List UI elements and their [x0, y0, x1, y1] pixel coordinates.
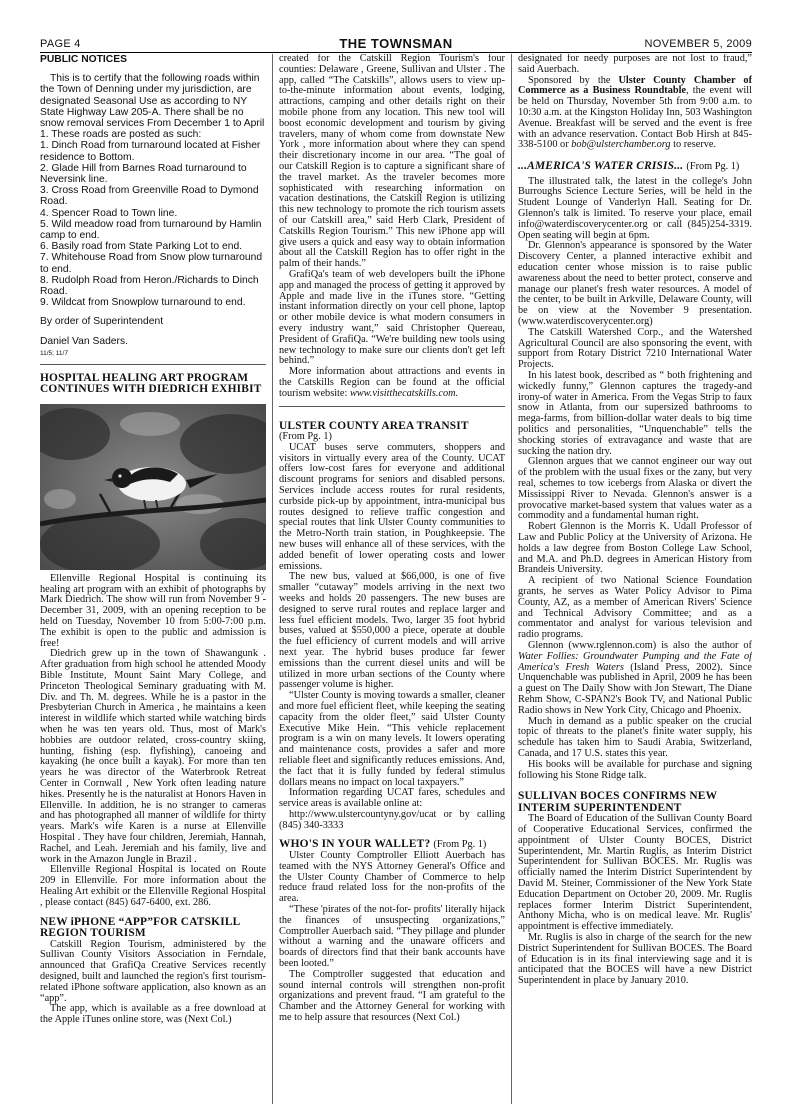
article-paragraph: “Ulster County is moving towards a smaller, cleaner and more fuel efficient fleet, while keeping the seating capacity from the older fleet,” said Ulster County Executive Mike Hein. “This vehicle replacement program is a win on many levels. It lowers operating and maintenance costs, provides a safer and more reliable fleet and significantly reduces emissions. And, the fact that it is fully funded by federal stimulus dollars means no impact on local taxpayers.” — [279, 690, 505, 788]
book-title: Water Follies: Groundwater Pumping and the Fate of America's Fresh Waters — [518, 650, 752, 673]
article-paragraph: Much in demand as a public speaker on the crucial topic of threats to the planet's finite water supply, his schedule has taken him to Saudi Arabia, Switzerland, Canada, and 17 U.S. states this year. — [518, 715, 752, 759]
article-paragraph: The Catskill Watershed Corp., and the Watershed Agricultural Council are also sponsoring the event, with support from Rotary District 7210 International Water Projects. — [518, 326, 752, 371]
from-page-note: (From Pg. 1) — [686, 161, 740, 173]
article-paragraph: Mr. Ruglis is also in charge of the search for the new District Superintendent for Sullivan BOCES. The Board of Education is in its final interviewing sage and it is anticipated that the BOCES will have a new District Superintendent in place by January 2010. — [518, 932, 752, 987]
author-text: Glennon (www.rglennon.com) is also the author of — [528, 639, 752, 651]
article-paragraph: In his latest book, described as “ both frightening and wickedly funny,” Glennon captures the tragedy-and irony-of water in America. From the Vegas Strip to faux snow in Atlanta, from our supersized bathrooms to mega-farms, from billion-dollar water deals to big time politics and personalities, “Unquenchable” tells the shocking stories of extravagance and waste that are sucking the nation dry. — [518, 370, 752, 457]
water-heading-text: ...AMERICA'S WATER CRISIS... — [518, 160, 684, 173]
sponsor-name: Ulster County Chamber of Commerce as a Business Roundtable — [518, 74, 752, 97]
notice-road: 6. Basily road from State Parking Lot to end. — [40, 241, 243, 253]
iphone-article — [40, 940, 266, 1026]
hospital-headline: HOSPITAL HEALING ART PROGRAM CONTINUES WITH DIEDRICH EXHIBIT — [40, 371, 262, 396]
author-paragraph — [518, 641, 752, 717]
article-paragraph: Dr. Glennon's appearance is sponsored by the Water Discovery Center, a planned interactive exhibit and education center whose mission is to raise public awareness about the need to better protect, conserve and manage our planet's fresh water resources. A model of the center, to be built in Arkville, Delaware County, will be on view at the November 9 presentation. (www.waterdiscoverycenter.org) — [518, 240, 752, 328]
article-paragraph: Ulster County Comptroller Elliott Auerbach has teamed with the NYS Attorney General's Office and the Ulster County Chamber of Commerce to help reduce fraud related loss for the non-profits of the area. — [279, 849, 505, 905]
water-headline — [518, 161, 752, 173]
iphone-article-continued — [279, 54, 505, 400]
author-details: (Island Press, 2002). Since Unquenchable was published in April, 2009 he has been a guest on The Daily Show with Jon Stewart, The Diane Rehm Show, C-SPAN2's Book TV, and National Public Radio shows in New York City, Chicago and Phoenix. — [518, 661, 752, 716]
article-paragraph: The app, which is available as a free download at the Apple iTunes online store, was (Next Col.) — [40, 1003, 266, 1026]
article-paragraph: The Comptroller suggested that education and sound internal controls will strengthen non-profit organizations and prevent fraud. “I am grateful to the Chamber and the Attorney General for working with me to help assure that resources (Next Col.) — [279, 968, 505, 1023]
notice-road: 5. Wild meadow road from turnaround by Hamlin camp to end. — [40, 218, 262, 242]
from-page-note: (From Pg. 1) — [433, 839, 487, 851]
from-page-note: (From Pg. 1) — [279, 431, 332, 442]
ucat-article — [279, 432, 505, 831]
article-paragraph: A recipient of two National Science Foundation grants, he serves as Water Policy Advisor to Pima County, AZ, as a member of American Rivers' Science and Technical Advisory Committee; and as a commentator and analyst for various television and radio programs. — [518, 575, 752, 641]
article-paragraph: Catskill Region Tourism, administered by the Sullivan County Visitors Association in Ferndale, announced that GrafiQa Creative Services recently designed, built and launched the region's first tourism-related iPhone software application, also known as an “app”. — [40, 938, 266, 1004]
wallet-heading-text: WHO'S IN YOUR WALLET? — [279, 838, 431, 851]
column-divider — [272, 54, 273, 1104]
sponsor-details: , the event will be held on Thursday, November 5th from 9:00 a.m. to 10:30 a.m. at the Kingston Holiday Inn, 503 Washington Avenue. Breakfast will be served and the event is free with an advance reservation. Contact Bob Hirsh at 845-338-5100 or — [518, 85, 752, 151]
article-paragraph: designated for needy purposes are not lost to fraud,” said Auerbach. — [518, 54, 752, 75]
tourism-website-link[interactable]: www.visitthecatskills.com. — [349, 387, 459, 399]
article-paragraph: The new bus, valued at $66,000, is one of five smaller “cutaway” models arriving in the next two weeks and holds 20 passengers. The new buses are designed to serve rural routes and replace larger and less fuel efficient models. Two, larger 35 foot hybrid buses, valued at $550,000 a piece, operate at double the fuel efficiency of current models and will arrive next year. The hybrid buses produce far fewer emissions than the current diesel units and will be utilized in more urban sections of the County where passenger volume is higher. — [279, 571, 505, 691]
article-paragraph: created for the Catskill Region Tourism's four counties: Delaware , Greene, Sullivan and Ulster . The app, called “The Catskills”, allows users to view up-to-the-minute information about events, lodging, attractions, camping and other details right on their mobile phone from any location. This new tool will boost economic development and tourism by giving travelers, many of whom come from downstate New York , more information about where they can spend their discretionary income in our area. “The goal of our Catskill Region is to capture a significant share of the travel market. As the traveler becomes more sophisticated with researching information on vacation destinations, the Catskill Region is utilizing this new technology to promote the rich tourism assets of our Catskill area,” said Herb Clark, President of Catskills Region Tourism.” This new iPhone app will give users a quick and easy way to obtain information about all the Catskill Region has to offer right in the palm of their hands.” — [279, 54, 505, 270]
section-rule — [40, 364, 266, 365]
notice-run-dates: 11/5; 11/7 — [40, 349, 68, 357]
article-paragraph: Ellenville Regional Hospital is located on Route 209 in Ellenville. For more information about the Healing Art exhibit or the Ellenville Regional Hospital , please contact (845) 647-6400, ext. 286. — [40, 864, 266, 908]
article-paragraph: Information regarding UCAT fares, schedules and service areas is available online at: — [279, 787, 505, 810]
article-paragraph: The Board of Education of the Sullivan County Board of Cooperative Educational Services, confirmed the appointment of Ulster County BOCES, District Superintendent, Mr. Martin Ruglis, as Interim District Superintendent for Sullivan BOCES. Mr. Ruglis was officially named the Interim District Superintendent by David M. Steiner, Commissioner of the New York State Education Department on October 20, 2009. Mr. Ruglis replaces former Interim District Superintendent, Anthony Micha, who is on medical leave. Mr. Ruglis' appointment is effective immediately. — [518, 813, 752, 933]
notice-signer: Daniel Van Saders. — [40, 335, 128, 347]
boces-article — [518, 814, 752, 987]
article-paragraph: UCAT buses serve commuters, shoppers and visitors in virtually every area of the County. UCAT offers low-cost fares for everyone and additional discount programs for seniors and disabled persons. Services include access routes for rural residents, curbside pick-up by appointment, intra-municipal bus routes designed to relieve traffic congestion and special routes that link Ulster County communities to the Metro-North train station, in Poughkeepsie. The new buses will enhance all of these services, with the added benefit of lower operating costs and lower emissions. — [279, 441, 505, 572]
page-number: PAGE 4 — [40, 38, 81, 50]
ucat-contact: http://www.ulstercountyny.gov/ucat or by calling (845) 340-3333 — [279, 808, 505, 831]
notice-road: 8. Rudolph Road from Heron./Richards to Dinch Road. — [40, 274, 259, 298]
article-paragraph: “These 'pirates of the not-for- profits' literally hijack the finances of unsuspecting organizations,” Comptroller Auerbach said. “They pillage and plunder without a warning and the unaware officers and boards of directors find that their bank accounts have been looted.” — [279, 903, 505, 969]
article-paragraph: Diedrich grew up in the town of Shawangunk . After graduation from high school he attended Moody Bible Institute, Mount Saint Mary College, and Princeton Theological Seminary graduating with M. Div. and Th. M. degrees. While he is a pastor in the Presbyterian Church in America , he maintains a keen interest in wildlife which started while watching birds when he was ten years old. Thus, most of Mark's hobbies are outdoor related, cross-country skiing, hunting, fishing (esp. flyfishing), canoeing and kayaking (he once built a kayak). For more than ten years he was director of the Waterbrook Retreat Center in Cornwall , New York often leading nature hikes. Presently he is the naturalist at Honors Haven in Ellenville. In addition, he is no stranger to cameras and has photographed all manner of wildlife for thirty years. Mark's wife Karen is a nurse at Ellenville Hospital . They have four children, Jeremiah, Hannah, Rachel, and Leah. Jeremiah and his family, live and work in the Amazon Jungle in Brazil . — [40, 648, 266, 865]
wallet-article — [279, 851, 505, 1024]
column-3 — [518, 54, 752, 1104]
article-paragraph: GrafiQa's team of web developers built the iPhone app and managed the process of getting it approved by Apple and made live in the iTunes store. “Getting instant information directly on your cell phone, laptop or other mobile device is what modern consumers in every industry want,” said Christopher Quereau, President of GrafiQa. “We're building new tools using new technology to make sure our clients don't get left behind.” — [279, 268, 505, 367]
notice-road: 4. Spencer Road to Town line. — [40, 207, 178, 219]
paper-title: THE TOWNSMAN — [339, 36, 453, 51]
column-2 — [279, 54, 505, 1104]
water-article — [518, 177, 752, 782]
article-paragraph: More information about attractions and events in the Catskills Region can be found at the official tourism website: — [279, 366, 505, 399]
notice-intro: This is to certify that the following roads within the Town of Denning under my jurisdiction, are designated Seasonal Use as according to NY State Highway Law 205-A. There shall be no snow removal services From December 1 to April 1. These roads are posted as such: — [40, 73, 265, 141]
bird-photo — [40, 404, 266, 570]
notice-road: 1. Dinch Road from turnaround located at Fisher residence to Bottom. — [40, 140, 261, 163]
article-paragraph: The illustrated talk, the latest in the college's John Burroughs Science Lecture Series, will be held in the Student Lounge of Vanderlyn Hall. Seating for Dr. Glennon's talk is limited. To reserve your place, email info@waterdiscoverycenter.org or call (845)254-3319. Open seating will begin at 6pm. — [518, 175, 752, 241]
notice-road: 2. Glade Hill from Barnes Road turnaround to Neversink line. — [40, 162, 247, 186]
notice-road: 3. Cross Road from Greenville Road to Dymond Road. — [40, 185, 259, 208]
boces-headline: SULLIVAN BOCES CONFIRMS NEW INTERIM SUPERINTENDENT — [518, 790, 717, 814]
ucat-headline: ULSTER COUNTY AREA TRANSIT — [279, 419, 469, 432]
masthead — [40, 38, 752, 52]
iphone-headline: NEW iPHONE “APP”FOR CATSKILL REGION TOURISM — [40, 915, 240, 940]
sponsor-end: to reserve. — [673, 139, 717, 151]
issue-date: NOVEMBER 5, 2009 — [644, 38, 752, 50]
article-paragraph: Robert Glennon is the Morris K. Udall Professor of Law and Public Policy at the University of Arizona. He holds a law degree from Boston College Law School, and M.A. and Ph.D. degrees in American History from Brandeis University. — [518, 521, 752, 576]
sponsor-text: Sponsored by the — [528, 74, 611, 86]
sponsor-paragraph — [518, 76, 752, 152]
column-divider — [511, 54, 512, 1104]
sponsor-email-link[interactable]: bob@ulsterchamber.org — [571, 139, 671, 151]
masthead-rule — [40, 52, 752, 53]
notice-order: By order of Superintendent — [40, 316, 164, 328]
section-rule — [279, 406, 505, 407]
column-1 — [40, 54, 266, 1104]
article-paragraph: His books will be available for purchase and signing following his Stone Ridge talk. — [518, 758, 752, 781]
bird-photo-image — [40, 404, 266, 570]
hospital-article — [40, 574, 266, 909]
notice-road: 7. Whitehouse Road from Snow plow turnaround to end. — [40, 252, 263, 275]
article-paragraph: Glennon argues that we cannot engineer our way out of the problem with the usual fixes or the zany, but very real, schemes to tow icebergs from Alaska or divert the Mississippi River to Nevada. Glennon's answer is a provocative market-based system that values water as a commodity and a fundamental human right. — [518, 456, 752, 522]
article-paragraph: Ellenville Regional Hospital is continuing its healing art program with an exhibit of photographs by Mark Diedrich. The show will run from November 9 - December 31, 2009, with an opening reception to be held on Tuesday, November 10 from 5:00-7:00 p.m. The exhibit is open to the public and admission is free! — [40, 572, 266, 649]
notice-road: 9. Wildcat from Snowplow turnaround to end. — [40, 297, 246, 309]
wallet-article-continued — [518, 54, 752, 151]
public-notices-heading: PUBLIC NOTICES — [40, 54, 127, 65]
public-notices — [40, 54, 266, 358]
